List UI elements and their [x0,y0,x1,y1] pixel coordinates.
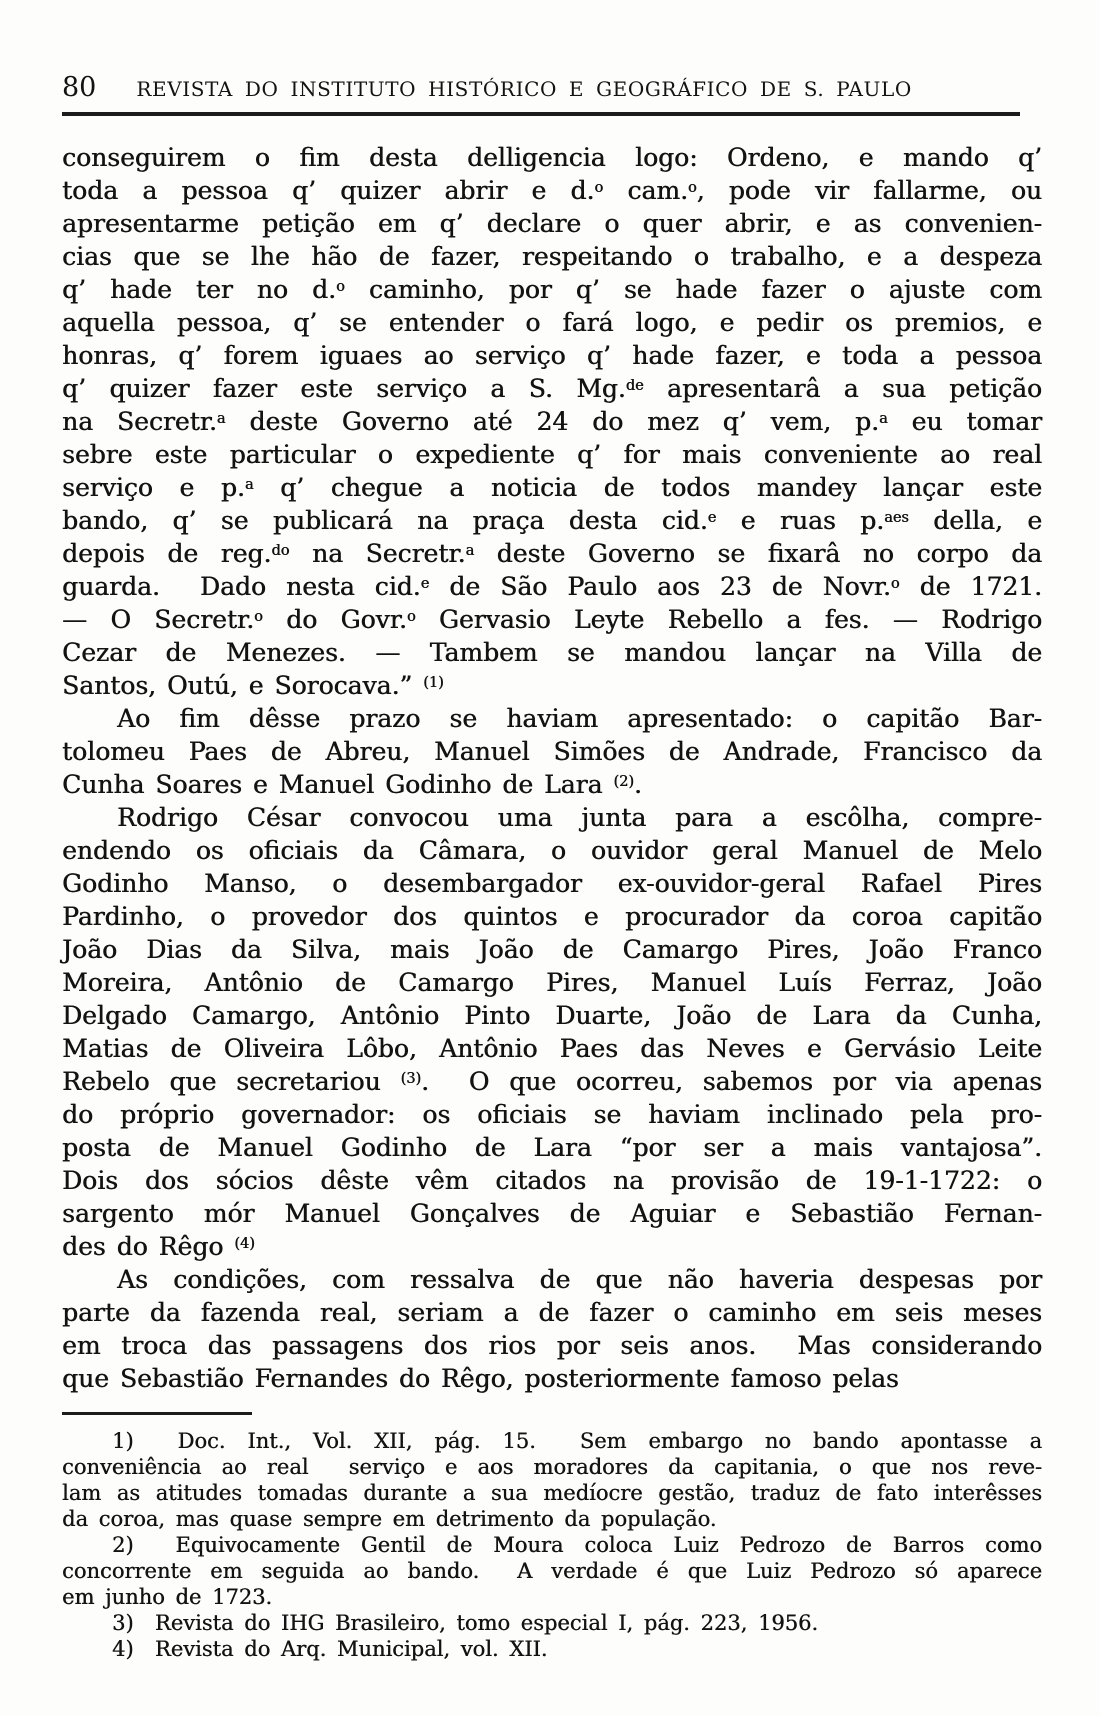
text-line [62,174,1042,207]
text-line [62,504,1042,537]
text-segment: apresentarme petição em q’ declare o quer abrir, e as convenien- [62,209,1042,238]
text-segment: Rebelo que secretariou [62,1067,401,1096]
text-segment: cam. [603,176,688,205]
text-segment: de 1721. [899,572,1042,601]
superscript: e [707,510,717,527]
text-segment: deste Governo até 24 do mez q’ vem, p. [225,407,879,436]
text-line [62,702,1042,735]
text-segment: toda a pessoa q’ quizer abrir e d. [62,176,595,205]
text-segment: eu tomar [887,407,1042,436]
text-segment: As condições, com ressalva de que não haveria despesas por [117,1265,1042,1294]
text-segment: aquella pessoa, q’ se entender o fará logo, e pedir os premios, e [62,308,1042,337]
text-line [62,636,1042,669]
text-segment: endendo os oficiais da Câmara, o ouvidor geral Manuel de Melo [62,836,1042,865]
superscript: (4) [234,1236,255,1253]
superscript: a [216,411,226,428]
text-segment: honras, q’ forem iguaes ao serviço q’ hade fazer, e toda a pessoa [62,341,1042,370]
text-line [62,933,1042,966]
footnote-line: em junho de 1723. [62,1585,273,1609]
text-segment: Rodrigo César convocou uma junta para a escôlha, compre- [117,803,1042,832]
text-line [62,405,1042,438]
superscript: (1) [423,675,444,692]
text-segment: — O Secretr. [62,605,255,634]
text-segment: Santos, Outú, e Sorocava.” [62,671,424,700]
superscript: o [594,180,604,197]
superscript: aes [884,510,909,527]
text-line [62,306,1042,339]
text-line [62,273,1042,306]
body-text [62,141,1042,1395]
text-line [62,966,1042,999]
text-segment: Ao fim dêsse prazo se haviam apresentado: o capitão Bar- [117,704,1042,733]
text-segment: Delgado Camargo, Antônio Pinto Duarte, João de Lara da Cunha, [62,1001,1042,1030]
text-line [62,1098,1042,1131]
text-segment: e ruas p. [716,506,885,535]
superscript: e [420,576,430,593]
text-segment: depois de reg. [62,539,272,568]
text-segment: do próprio governador: os oficiais se haviam inclinado pela pro- [62,1100,1042,1129]
text-line [62,207,1042,240]
footnote-item [62,1636,1042,1662]
footnote-item [62,1428,1042,1532]
text-segment: sargento mór Manuel Gonçalves de Aguiar e Sebastião Fernan- [62,1199,1042,1228]
superscript: a [878,411,888,428]
text-line [62,603,1042,636]
text-line [62,768,1042,801]
text-segment: deste Governo se fixarâ no corpo da [474,539,1043,568]
text-segment: de São Paulo aos 23 de Novr. [429,572,891,601]
superscript: (2) [613,774,634,791]
text-line [62,1197,1042,1230]
footnote-line: 4) Revista do Arq. Municipal, vol. XII. [112,1637,548,1661]
text-segment: q’ quizer fazer este serviço a S. Mg. [62,374,626,403]
text-segment: q’ chegue a noticia de todos mandey lançar este [253,473,1043,502]
text-line [62,1263,1042,1296]
text-line [62,1329,1042,1362]
text-segment: na Secretr. [62,407,217,436]
footnote-line: 2) Equivocamente Gentil de Moura coloca Luiz Pedrozo de Barros como [112,1533,1042,1557]
text-segment: Godinho Manso, o desembargador ex-ouvidor-geral Rafael Pires [62,869,1042,898]
text-segment: Dois dos sócios dêste vêm citados na provisão de 19-1-1722: o [62,1166,1042,1195]
text-line [62,867,1042,900]
text-segment: des do Rêgo [62,1232,235,1261]
footnote-line: concorrente em seguida ao bando. A verdade é que Luiz Pedrozo só aparece [62,1559,1042,1583]
text-line [62,240,1042,273]
footnote-separator [62,1412,252,1415]
text-line [62,834,1042,867]
text-line [62,669,1042,702]
text-segment: parte da fazenda real, seriam a de fazer o caminho em seis meses [62,1298,1042,1327]
superscript: do [271,543,290,560]
text-segment: , pode vir fallarme, ou [696,176,1042,205]
text-segment: tolomeu Paes de Abreu, Manuel Simões de Andrade, Francisco da [62,737,1042,766]
text-segment: Cunha Soares e Manuel Godinho de Lara [62,770,614,799]
text-line [62,339,1042,372]
text-segment: Pardinho, o provedor dos quintos e procurador da coroa capitão [62,902,1042,931]
text-segment: que Sebastião Fernandes do Rêgo, posteriormente famoso pelas [62,1364,899,1393]
footnote-line: 3) Revista do IHG Brasileiro, tomo especial I, pág. 223, 1956. [112,1611,819,1635]
text-segment: na Secretr. [289,539,466,568]
text-line [62,141,1042,174]
superscript: o [687,180,697,197]
text-segment: della, e [908,506,1043,535]
superscript: o [254,609,263,626]
footnote-line: 1) Doc. Int., Vol. XII, pág. 15. Sem embargo no bando apontasse a [112,1429,1042,1453]
text-segment: conseguirem o fim desta delligencia logo: Ordeno, e mando q’ [62,143,1042,172]
text-line [62,1362,1042,1395]
text-segment: João Dias da Silva, mais João de Camargo Pires, João Franco [62,935,1042,964]
footnote-line: conveniência ao real serviço e aos moradores da capitania, o que nos reve- [62,1455,1042,1479]
page-header [62,72,1042,103]
text-segment: Cezar de Menezes. — Tambem se mandou lançar na Villa de [62,638,1042,667]
page-number: 80 [62,72,97,103]
text-segment: sebre este particular o expediente q’ for mais conveniente ao real [62,440,1042,469]
superscript: o [336,279,345,296]
text-segment: em troca das passagens dos rios por seis anos. Mas considerando [62,1331,1042,1360]
text-line [62,1296,1042,1329]
footnote-item [62,1610,1042,1636]
footnote-line: da coroa, mas quase sempre em detrimento da população. [62,1507,717,1531]
text-line [62,1131,1042,1164]
journal-title: REVISTA DO INSTITUTO HISTÓRICO E GEOGRÁFICO DE S. PAULO [136,77,912,101]
text-line [62,438,1042,471]
text-line [62,537,1042,570]
text-line [62,1065,1042,1098]
text-segment: Gervasio Leyte Rebello a fes. — Rodrigo [415,605,1042,634]
text-segment: caminho, por q’ se hade fazer o ajuste com [344,275,1043,304]
text-line [62,1164,1042,1197]
superscript: a [465,543,475,560]
text-segment: guarda. Dado nesta cid. [62,572,421,601]
superscript: (3) [400,1071,422,1088]
text-line [62,471,1042,504]
superscript: o [890,576,900,593]
footnote-line: lam as atitudes tomadas durante a sua medíocre gestão, traduz de fato interêsses [62,1481,1042,1505]
text-segment: . O que ocorreu, sabemos por via apenas [421,1067,1043,1096]
footnotes [62,1428,1042,1662]
superscript: a [244,477,254,494]
text-line [62,1230,1042,1263]
text-line [62,801,1042,834]
text-segment: Moreira, Antônio de Camargo Pires, Manuel Luís Ferraz, João [62,968,1042,997]
text-segment: cias que se lhe hão de fazer, respeitando o trabalho, e a despeza [62,242,1042,271]
text-line [62,570,1042,603]
text-segment: posta de Manuel Godinho de Lara “por ser a mais vantajosa”. [62,1133,1042,1162]
text-segment: q’ hade ter no d. [62,275,336,304]
text-line [62,1032,1042,1065]
superscript: de [625,378,644,395]
text-segment: serviço e p. [62,473,245,502]
text-line [62,999,1042,1032]
superscript: o [406,609,416,626]
footnote-item [62,1532,1042,1610]
text-line [62,735,1042,768]
text-line [62,372,1042,405]
text-line [62,900,1042,933]
text-segment: Matias de Oliveira Lôbo, Antônio Paes das Neves e Gervásio Leite [62,1034,1042,1063]
text-segment: apresentarâ a sua petição [643,374,1042,403]
text-segment: . [633,770,642,799]
header-rule [62,112,1020,116]
text-segment: do Govr. [262,605,407,634]
text-segment: bando, q’ se publicará na praça desta cid. [62,506,708,535]
